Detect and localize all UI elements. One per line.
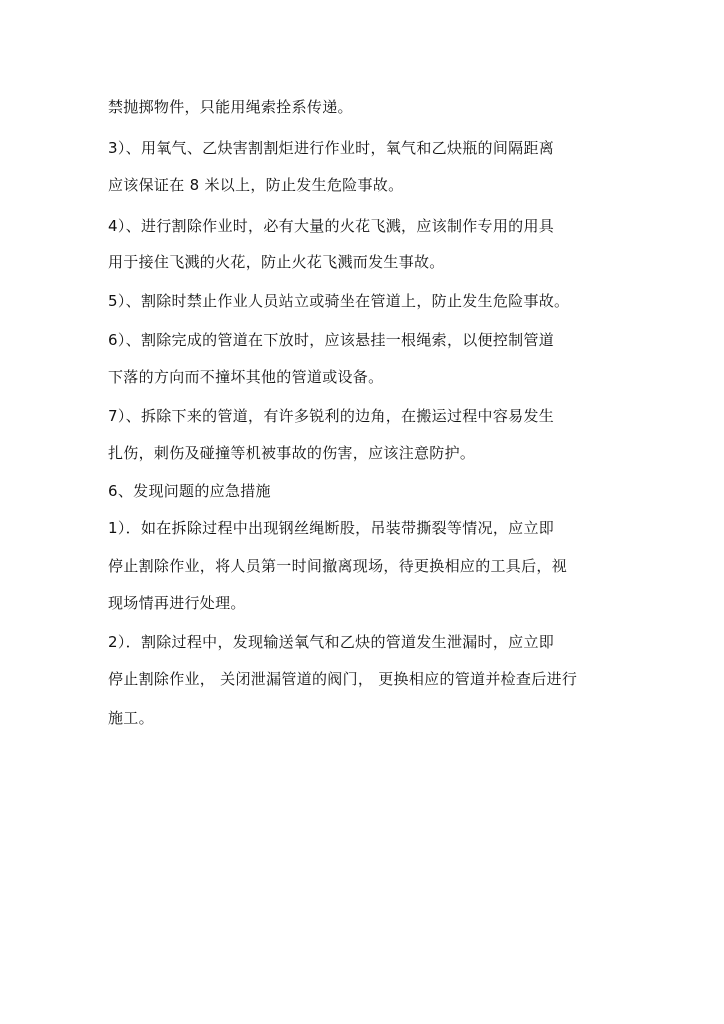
measure-1-line-1: 1）．如在拆除过程中出现钢丝绳断股，吊装带撕裂等情况，应立即: [108, 519, 555, 537]
list-item-6-line-2: 下落的方向而不撞坏其他的管道或设备。: [108, 368, 384, 386]
list-item-5: 5）、割除时禁止作业人员站立或骑坐在管道上，防止发生危险事故。: [108, 292, 570, 310]
list-item-7-line-2: 扎伤，刺伤及碰撞等机被事故的伤害，应该注意防护。: [108, 444, 476, 462]
measure-2-line-3: 施工。: [108, 709, 154, 727]
measure-1-line-2: 停止割除作业，将人员第一时间撤离现场，待更换相应的工具后，视: [108, 557, 568, 575]
list-item-7-line-1: 7）、拆除下来的管道，有许多锐利的边角，在搬运过程中容易发生: [108, 407, 555, 425]
list-item-4-line-2: 用于接住飞溅的火花，防止火花飞溅而发生事故。: [108, 253, 445, 271]
list-item-4-line-1: 4）、进行割除作业时，必有大量的火花飞溅，应该制作专用的用具: [108, 217, 555, 235]
section-heading: 6、发现问题的应急措施: [108, 482, 271, 500]
measure-1-line-3: 现场情再进行处理。: [108, 594, 246, 612]
measure-2-line-2: 停止割除作业， 关闭泄漏管道的阀门， 更换相应的管道并检查后进行: [108, 670, 578, 688]
measure-2-line-1: 2）．割除过程中，发现输送氧气和乙炔的管道发生泄漏时，应立即: [108, 633, 555, 651]
list-item-6-line-1: 6）、割除完成的管道在下放时，应该悬挂一根绳索，以便控制管道: [108, 331, 555, 349]
list-item-3-line-2: 应该保证在 8 米以上，防止发生危险事故。: [108, 176, 404, 194]
text-line: 禁抛掷物件，只能用绳索拴系传递。: [108, 98, 353, 116]
list-item-3-line-1: 3）、用氧气、乙炔害割割炬进行作业时，氧气和乙炔瓶的间隔距离: [108, 139, 555, 157]
